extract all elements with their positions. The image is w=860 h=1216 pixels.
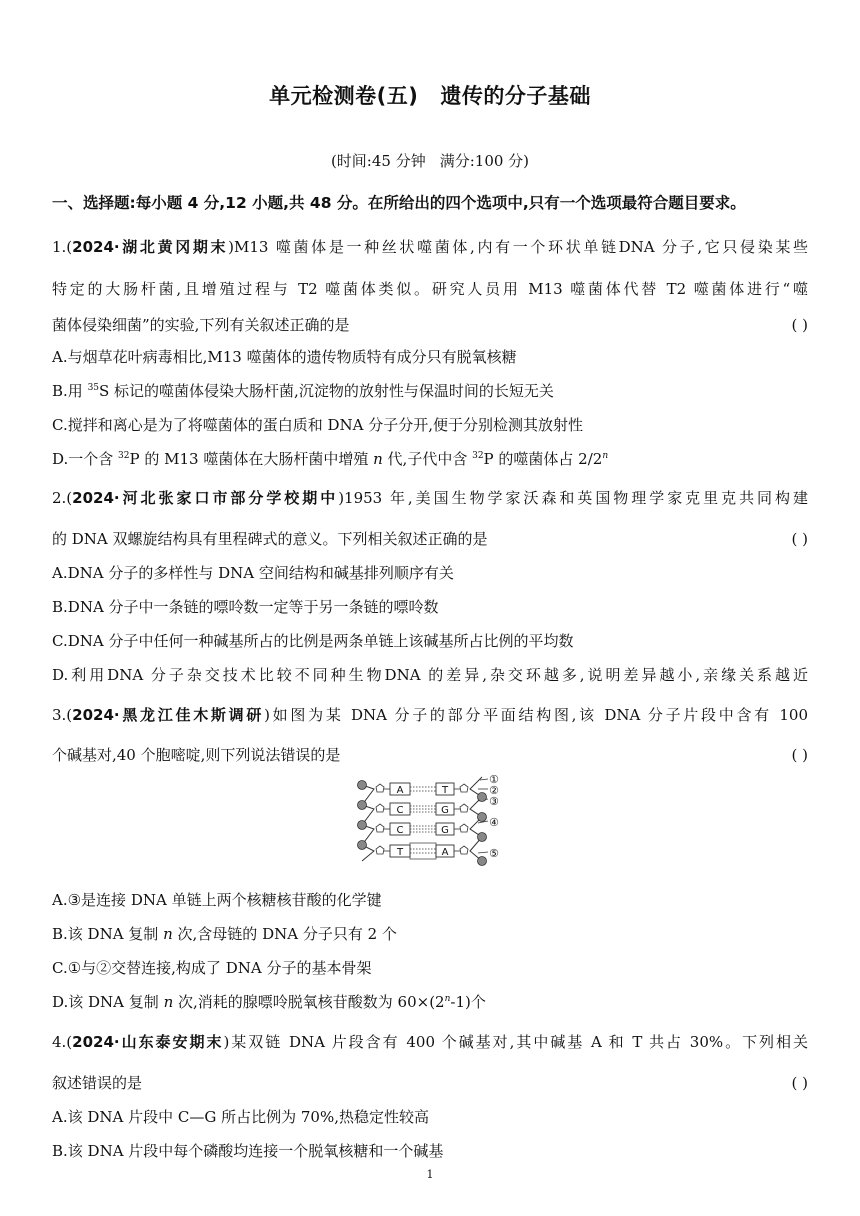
base-left-1: A — [396, 785, 404, 796]
q2-option-c[interactable]: C.DNA 分子中任何一种碱基所占的比例是两条单链上该碱基所占比例的平均数 — [52, 632, 574, 650]
label-2: ② — [489, 784, 499, 797]
base-right-4: A — [441, 847, 449, 858]
q3-option-c[interactable]: C.①与②交替连接,构成了 DNA 分子的基本骨架 — [52, 959, 372, 977]
q3-answer-blank[interactable]: ( ) — [791, 746, 808, 764]
base-left-3: C — [396, 825, 404, 836]
q1-answer-blank[interactable]: ( ) — [791, 316, 808, 334]
q3-option-d[interactable]: D.该 DNA 复制 n 次,消耗的腺嘌呤脱氧核苷酸数为 $60\times(2^n-1)$个 — [52, 993, 486, 1011]
q3-option-b[interactable]: B.该 DNA 复制 n 次,含母链的 DNA 分子只有 2 个 — [52, 925, 397, 943]
title-topic: 遗传的分子基础 — [440, 84, 591, 108]
base-left-2: C — [396, 805, 404, 816]
base-right-2: G — [441, 805, 449, 816]
q2-option-d[interactable]: D.利用DNA 分子杂交技术比较不同种生物DNA 的差异,杂交环越多,说明差异越小,亲缘关系越近 — [52, 666, 808, 684]
q1-option-d[interactable]: D.一个含 $^{32}$P 的 M13 噬菌体在大肠杆菌中增殖 n 代,子代中含 $^{32}$P 的噬菌体占 2/2$^n$ — [52, 450, 609, 468]
q3-source: 2024·黑龙江佳木斯调研 — [72, 706, 265, 724]
dna-structure-figure — [354, 775, 506, 867]
base-right-1: T — [441, 785, 449, 796]
q1-option-b[interactable]: B.用 $^{35}$S 标记的噬菌体侵染大肠杆菌,沉淀物的放射性与保温时间的长短无关 — [52, 382, 554, 400]
q1-stem-line1: 1.(2024·湖北黄冈期末)M13 噬菌体是一种丝状噬菌体,内有一个环状单链DNA 分子,它只侵染某些 — [52, 238, 809, 256]
q1-stem-line2: 特定的大肠杆菌,且增殖过程与 T2 噬菌体类似。研究人员用 M13 噬菌体代替 T2 噬菌体进行“噬 — [52, 280, 808, 298]
label-4: ④ — [489, 816, 499, 829]
q4-option-a[interactable]: A.该 DNA 片段中 C—G 所占比例为 70%,热稳定性较高 — [52, 1108, 429, 1126]
page-title — [0, 80, 860, 110]
label-1: ① — [489, 775, 499, 786]
q2-source: 2024·河北张家口市部分学校期中 — [72, 489, 339, 507]
q3-stem-line1: 3.(2024·黑龙江佳木斯调研)如图为某 DNA 分子的部分平面结构图,该 DNA 分子片段中含有 100 — [52, 706, 808, 724]
q1-source: 2024·湖北黄冈期末 — [72, 238, 229, 256]
exam-info — [0, 150, 860, 171]
q2-option-a[interactable]: A.DNA 分子的多样性与 DNA 空间结构和碱基排列顺序有关 — [52, 564, 454, 582]
q1-option-c[interactable]: C.搅拌和离心是为了将噬菌体的蛋白质和 DNA 分子分开,便于分别检测其放射性 — [52, 416, 584, 434]
q2-stem-line2: 的 DNA 双螺旋结构具有里程碑式的意义。下列相关叙述正确的是 ( ) — [52, 530, 808, 548]
q2-stem-line1: 2.(2024·河北张家口市部分学校期中)1953 年,美国生物学家沃森和英国物理学家克里克共同构建 — [52, 489, 808, 507]
page-number: 1 — [426, 1168, 434, 1181]
label-5: ⑤ — [489, 847, 499, 860]
q2-option-b[interactable]: B.DNA 分子中一条链的嘌呤数一定等于另一条链的嘌呤数 — [52, 598, 439, 616]
q4-stem-line2: 叙述错误的是 ( ) — [52, 1074, 808, 1092]
q4-option-b[interactable]: B.该 DNA 片段中每个磷酸均连接一个脱氧核糖和一个碱基 — [52, 1142, 444, 1160]
time-limit: (时间:45 分钟 — [330, 152, 426, 170]
q3-option-a[interactable]: A.③是连接 DNA 单链上两个核糖核苷酸的化学键 — [52, 891, 382, 909]
q4-source: 2024·山东泰安期末 — [72, 1033, 224, 1051]
section-header: 一、选择题:每小题 4 分,12 小题,共 48 分。在所给出的四个选项中,只有一个选项最符合题目要求。 — [52, 194, 746, 212]
title-main: 单元检测卷(五) — [269, 84, 419, 108]
q3-stem-line2: 个碱基对,40 个胞嘧啶,则下列说法错误的是 ( ) — [52, 746, 808, 764]
q1-stem-line3: 菌体侵染细菌”的实验,下列有关叙述正确的是 ( ) — [52, 316, 808, 334]
q4-stem-line1: 4.(2024·山东泰安期末)某双链 DNA 片段含有 400 个碱基对,其中碱基 A 和 T 共占 30%。下列相关 — [52, 1033, 809, 1051]
q1-option-a[interactable]: A.与烟草花叶病毒相比,M13 噬菌体的遗传物质特有成分只有脱氧核糖 — [52, 348, 517, 366]
q2-answer-blank[interactable]: ( ) — [791, 530, 808, 548]
q4-answer-blank[interactable]: ( ) — [791, 1074, 808, 1092]
base-right-3: G — [441, 825, 449, 836]
label-3: ③ — [489, 795, 499, 808]
base-left-4: T — [396, 847, 404, 858]
full-score: 满分:100 分) — [439, 152, 530, 170]
